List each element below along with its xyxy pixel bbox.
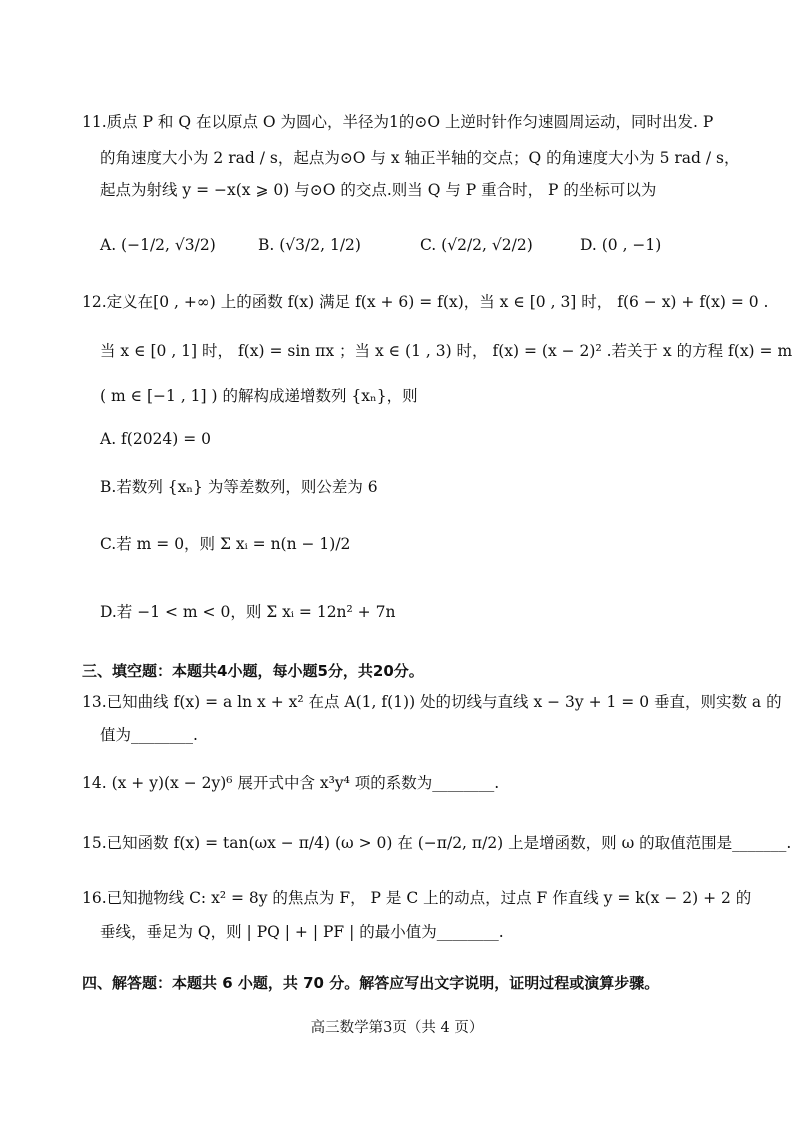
q13-line2: 值为________. xyxy=(100,726,198,744)
q16-line2: 垂线，垂足为 Q，则 | PQ | + | PF | 的最小值为________. xyxy=(100,923,504,941)
q11-option-c: C. (√2/2, √2/2) xyxy=(420,236,533,254)
q12-line1: 12.定义在[0 , +∞) 上的函数 f(x) 满足 f(x + 6) = f(x)，当 x ∈ [0 , 3] 时， f(6 − x) + f(x) = 0 . xyxy=(82,293,769,311)
q11-line1: 11.质点 P 和 Q 在以原点 O 为圆心，半径为1的⊙O 上逆时针作匀速圆周运动，同时出发. P xyxy=(82,113,714,131)
q12-option-d: D.若 −1 < m < 0，则 Σ xᵢ = 12n² + 7n xyxy=(100,603,396,621)
q12-option-a: A. f(2024) = 0 xyxy=(100,430,212,448)
q11-line3: 起点为射线 y = −x(x ⩾ 0) 与⊙O 的交点.则当 Q 与 P 重合时， P 的坐标可以为 xyxy=(100,181,657,199)
q11-option-a: A. (−1/2, √3/2) xyxy=(100,236,216,254)
q13-line1: 13.已知曲线 f(x) = a ln x + x² 在点 A(1, f(1)) 处的切线与直线 x − 3y + 1 = 0 垂直，则实数 a 的 xyxy=(82,693,782,711)
q12-line2: 当 x ∈ [0 , 1] 时， f(x) = sin πx ；当 x ∈ (1 , 3) 时， f(x) = (x − 2)² .若关于 x 的方程 f(x) = m xyxy=(100,342,793,360)
section-heading-solutions: 四、解答题：本题共 6 小题，共 70 分。解答应写出文字说明，证明过程或演算步骤。 xyxy=(82,974,660,992)
q11-line2: 的角速度大小为 2 rad / s，起点为⊙O 与 x 轴正半轴的交点；Q 的角速度大小为 5 rad / s， xyxy=(100,149,740,167)
q12-line3: ( m ∈ [−1 , 1] ) 的解构成递增数列 {xₙ}，则 xyxy=(100,387,418,405)
q15-line: 15.已知函数 f(x) = tan(ωx − π/4) (ω > 0) 在 (−π/2, π/2) 上是增函数，则 ω 的取值范围是_______. xyxy=(82,834,792,852)
q12-option-c: C.若 m = 0，则 Σ xᵢ = n(n − 1)/2 xyxy=(100,535,351,553)
q16-line1: 16.已知抛物线 C: x² = 8y 的焦点为 F， P 是 C 上的动点，过点 F 作直线 y = k(x − 2) + 2 的 xyxy=(82,889,752,907)
q11-option-d: D. (0 , −1) xyxy=(580,236,662,254)
page-footer: 高三数学第3页（共 4 页） xyxy=(310,1020,484,1036)
q12-option-b: B.若数列 {xₙ} 为等差数列，则公差为 6 xyxy=(100,478,378,496)
section-heading-fill-in: 三、填空题：本题共4小题，每小题5分，共20分。 xyxy=(82,662,424,680)
q11-option-b: B. (√3/2, 1/2) xyxy=(258,236,361,254)
q14-line: 14. (x + y)(x − 2y)⁶ 展开式中含 x³y⁴ 项的系数为________. xyxy=(82,774,500,792)
